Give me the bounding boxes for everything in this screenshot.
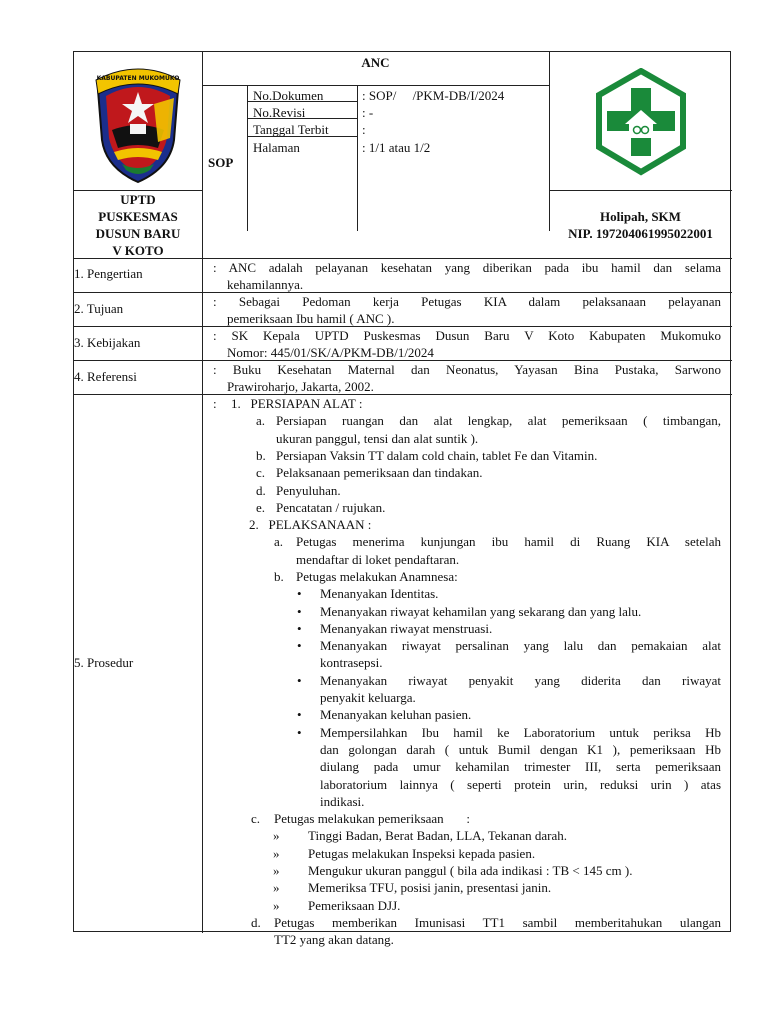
- row-text-referensi-cont: Prawiroharjo, Jakarta, 2002.: [227, 379, 374, 394]
- anamnesa-item-marker: •: [297, 586, 302, 601]
- puskesmas-cross-icon: [595, 68, 687, 176]
- signatory-name: Holipah, SKM: [600, 209, 681, 224]
- pelaksanaan-item-a-line: mendaftar di loket pendaftaran.: [296, 552, 460, 567]
- row-text-referensi: : Buku Kesehatan Maternal dan Neonatus, Yayasan Bina Pustaka, Sarwono: [213, 362, 721, 377]
- row-label-prosedur: 5. Prosedur: [74, 655, 134, 670]
- pelaksanaan-item-d-marker: d.: [251, 915, 261, 930]
- persiapan-item-marker: b.: [256, 448, 266, 463]
- pemeriksaan-item-marker: »: [273, 880, 280, 895]
- persiapan-item: Persiapan ruangan dan alat lengkap, alat pemeriksaan ( timbangan,: [276, 413, 721, 428]
- anamnesa-item-line: dan golongan darah ( untuk Bumil dengan K1 ), pemeriksaan Hb: [320, 742, 721, 757]
- anamnesa-item-marker: •: [297, 621, 302, 636]
- row-text-kebijakan-cont: Nomor: 445/01/SK/A/PKM-DB/1/2024: [227, 345, 434, 360]
- sop-document: [73, 51, 731, 947]
- sop-label: SOP: [208, 155, 234, 170]
- section-persiapan-alat: 1. PERSIAPAN ALAT :: [231, 396, 363, 411]
- pelaksanaan-item-b-marker: b.: [274, 569, 284, 584]
- pelaksanaan-item-b: Petugas melakukan Anamnesa:: [296, 569, 458, 584]
- anamnesa-item-marker: •: [297, 707, 302, 722]
- meta-label-no-dokumen: No.Dokumen: [253, 88, 324, 103]
- anamnesa-item-marker: •: [297, 725, 302, 740]
- section-pelaksanaan: 2. PELAKSANAAN :: [249, 517, 372, 532]
- row-text-tujuan-cont: pemeriksaan Ibu hamil ( ANC ).: [227, 311, 395, 326]
- pemeriksaan-item: Memeriksa TFU, posisi janin, presentasi janin.: [308, 880, 552, 895]
- anamnesa-item-line: laboratorium lainnya ( seperti protein urin, reduksi urin ) atas: [320, 777, 721, 792]
- row-text-pengertian: : ANC adalah pelayanan kesehatan yang diberikan pada ibu hamil dan selama: [213, 260, 721, 275]
- anamnesa-item-marker: •: [297, 604, 302, 619]
- row-label-tujuan: 2. Tujuan: [74, 301, 124, 316]
- row-text-tujuan: : Sebagai Pedoman kerja Petugas KIA dalam pelaksanaan pelayanan: [213, 294, 721, 309]
- anamnesa-item-line: kontrasepsi.: [320, 655, 383, 670]
- meta-value-halaman: : 1/1 atau 1/2: [362, 140, 431, 155]
- pemeriksaan-item-marker: »: [273, 863, 280, 878]
- prosedur-colon: :: [213, 396, 217, 411]
- anamnesa-item-marker: •: [297, 673, 302, 688]
- pelaksanaan-item-a-marker: a.: [274, 534, 284, 549]
- meta-value-no-revisi: : -: [362, 105, 374, 120]
- document-title: ANC: [361, 55, 390, 70]
- anamnesa-item-line: penyakit keluarga.: [320, 690, 416, 705]
- anamnesa-item-line: indikasi.: [320, 794, 365, 809]
- anamnesa-item: Mempersilahkan Ibu hamil ke Laboratorium untuk periksa Hb: [320, 725, 721, 740]
- kabupaten-logo: [92, 68, 184, 184]
- pelaksanaan-item-c: Petugas melakukan pemeriksaan :: [274, 811, 471, 826]
- persiapan-item: Pencatatan / rujukan.: [276, 500, 386, 515]
- anamnesa-item-marker: •: [297, 638, 302, 653]
- anamnesa-item: Menanyakan riwayat penyakit yang diderita dan riwayat: [320, 673, 721, 688]
- pelaksanaan-item-d-line: TT2 yang akan datang.: [274, 932, 394, 947]
- pemeriksaan-item-marker: »: [273, 828, 280, 843]
- anamnesa-item: Menanyakan riwayat menstruasi.: [320, 621, 493, 636]
- row-label-referensi: 4. Referensi: [74, 369, 137, 384]
- meta-label-halaman: Halaman: [253, 140, 300, 155]
- anamnesa-item: Menanyakan Identitas.: [320, 586, 439, 601]
- pemeriksaan-item: Tinggi Badan, Berat Badan, LLA, Tekanan darah.: [308, 828, 568, 843]
- pelaksanaan-item-d: Petugas memberikan Imunisasi TT1 sambil memberitahukan ulangan: [274, 915, 721, 930]
- meta-value-no-dokumen: : SOP/ /PKM-DB/I/2024: [362, 88, 505, 103]
- pemeriksaan-item-marker: »: [273, 898, 280, 913]
- anamnesa-item: Menanyakan keluhan pasien.: [320, 707, 472, 722]
- anamnesa-item: Menanyakan riwayat kehamilan yang sekarang dan yang lalu.: [320, 604, 642, 619]
- pelaksanaan-item-c-marker: c.: [251, 811, 261, 826]
- institution-name: UPTD PUSKESMAS DUSUN BARU V KOTO: [95, 192, 181, 258]
- pemeriksaan-item: Petugas melakukan Inspeksi kepada pasien.: [308, 846, 536, 861]
- persiapan-item-marker: d.: [256, 483, 266, 498]
- row-label-pengertian: 1. Pengertian: [74, 266, 143, 281]
- persiapan-item-marker: e.: [256, 500, 266, 515]
- persiapan-item: Penyuluhan.: [276, 483, 341, 498]
- pemeriksaan-item: Pemeriksaan DJJ.: [308, 898, 401, 913]
- persiapan-item-line: ukuran panggul, tensi dan alat suntik ).: [276, 431, 479, 446]
- signatory-nip: NIP. 197204061995022001: [568, 226, 713, 241]
- row-text-kebijakan: : SK Kepala UPTD Puskesmas Dusun Baru V Koto Kabupaten Mukomuko: [213, 328, 721, 343]
- meta-label-tanggal-terbit: Tanggal Terbit: [253, 122, 329, 137]
- meta-value-tanggal-terbit: :: [362, 122, 366, 137]
- persiapan-item-marker: a.: [256, 413, 266, 428]
- persiapan-item: Pelaksanaan pemeriksaan dan tindakan.: [276, 465, 483, 480]
- anamnesa-item-line: diulang pada umur kehamilan trimester III, serta pemeriksaan: [320, 759, 721, 774]
- row-text-pengertian-cont: kehamilannya.: [227, 277, 304, 292]
- pemeriksaan-item-marker: »: [273, 846, 280, 861]
- pemeriksaan-item: Mengukur ukuran panggul ( bila ada indikasi : TB < 145 cm ).: [308, 863, 633, 878]
- row-label-kebijakan: 3. Kebijakan: [74, 335, 141, 350]
- svg-text:KABUPATEN MUKOMUKO: KABUPATEN MUKOMUKO: [96, 75, 180, 82]
- pelaksanaan-item-a: Petugas menerima kunjungan ibu hamil di Ruang KIA setelah: [296, 534, 721, 549]
- anamnesa-item: Menanyakan riwayat persalinan yang lalu dan pemakaian alat: [320, 638, 721, 653]
- meta-label-no-revisi: No.Revisi: [253, 105, 306, 120]
- persiapan-item: Persiapan Vaksin TT dalam cold chain, tablet Fe dan Vitamin.: [276, 448, 598, 463]
- persiapan-item-marker: c.: [256, 465, 266, 480]
